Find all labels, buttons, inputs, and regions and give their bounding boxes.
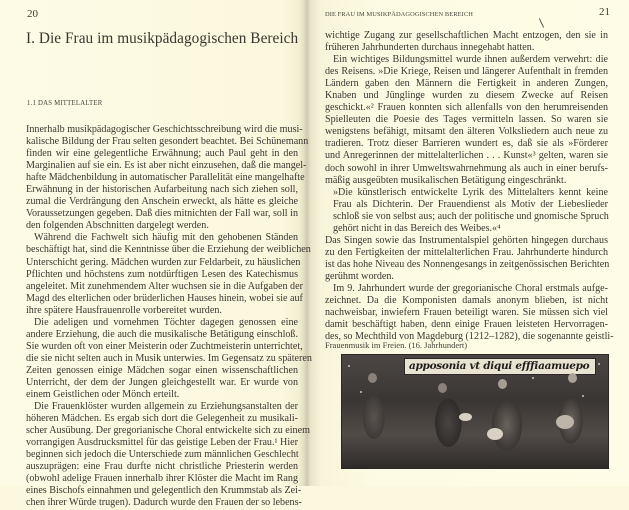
text-line: scher Ausübung. Der gregorianische Choral entwickelte sich zu einem xyxy=(26,425,310,437)
text-line: schloß sie von selbst aus; auch der politische und gnomische Spruch xyxy=(333,210,609,222)
text-line: des Reisens. »Die Kriege, Reisen und längerer Aufenthalt in fremden xyxy=(325,66,608,78)
left-page xyxy=(0,0,312,509)
text-line: zu den Fertigkeiten der mittelalterlichen Frau. Jahrhunderte hindurch xyxy=(325,246,608,258)
text-line: höheren Mädchen. Es ergab sich dort die Gelegenheit zu musikali- xyxy=(26,413,298,425)
text-line: die sie nicht selten auch in Musik unterwies. Im Gegensatz zu späteren xyxy=(26,352,312,364)
text-line: Spielleuten die Poesie des Tages vermitteln lassen. So waren sie xyxy=(325,114,608,126)
chapter-title: I. Die Frau im musikpädagogischen Bereich xyxy=(26,30,299,47)
text-line: Zeiten genossen einige Mädchen sogar einen wissenschaftlichen xyxy=(26,364,298,376)
text-line: des, so Mechthild von Magdeburg (1212–1282), die sogenannte geistli- xyxy=(325,331,614,343)
text-line: Ländern gaben den Männern die Fertigkeit in anderen Zungen, xyxy=(325,78,608,90)
text-line: chen ihrer Würde trugen). Dadurch wurde den Frauen der so lebens- xyxy=(26,497,302,509)
pencil-mark xyxy=(539,18,544,27)
text-line: Innerhalb musikpädagogischer Geschichtsschreibung wird die musi- xyxy=(26,124,303,135)
text-line: angeleitet. Mit zunehmendem Alter wuchsen sie in die Aufgaben der xyxy=(26,280,303,292)
text-line: Das Singen sowie das Instrumentalspiel gehörten hingegen durchaus xyxy=(325,234,608,246)
text-line: den folgenden Abschnitten dargelegt werden. xyxy=(26,220,209,232)
figure-caption: Frauenmusik im Freien. (16. Jahrhundert) xyxy=(325,340,468,350)
text-line: beschäftigt hat, sind die Kenntnisse über die Erziehung der weiblichen xyxy=(26,244,311,256)
text-line: nachweisbar, inwiefern Frauen beteiligt waren. Sie müssen sich viel xyxy=(325,307,608,319)
text-line: zeichnet. Da die Komponisten damals anonym blieben, ist nicht xyxy=(325,295,608,307)
left-body-text xyxy=(26,124,312,510)
text-line: Voraussetzungen gegeben. Daß dies mitnichten der Fall war, soll in xyxy=(26,208,298,220)
text-line: gerühmt worden. xyxy=(325,270,394,282)
text-line: »Die künstlerisch entwickelte Lyrik des Mittelalters kennt keine xyxy=(333,186,608,198)
text-line: und Anregerinnen der mittelalterlichen . . . Kunst«³ gelten, waren sie xyxy=(325,150,608,162)
text-line: auszuprägen: eine Frau durfte nicht christliche Priesterin werden xyxy=(26,461,298,473)
figure-head-4 xyxy=(568,373,577,383)
figure-head-2 xyxy=(438,383,447,393)
right-page xyxy=(316,0,616,486)
text-line: hafte Mädchenbildung in automatischer Parallelität eine mangelhafte xyxy=(26,172,305,184)
figure-head-3 xyxy=(498,379,507,389)
speck xyxy=(598,363,600,365)
text-line: damit beschäftigt haben, denn einige Frauen leisteten Hervorragen- xyxy=(325,319,608,331)
text-line: gehört nicht in das Bereich des Weibes.«⁴ xyxy=(333,222,501,234)
text-line: (obwohl adelige Frauen innerhalb ihrer Klöster die Macht im Rang xyxy=(26,473,298,485)
text-line: Ein wichtiges Bildungsmittel wurde ihnen außerdem verwehrt: die xyxy=(333,54,608,66)
text-line: tradieren. Trotz dieser Barrieren wundert es, daß sie als »Förderer xyxy=(325,138,608,150)
section-heading: 1.1 DAS MITTELALTER xyxy=(27,100,103,107)
text-line: beginnen sich jedoch die Unterschiede zum männlichen Geschlecht xyxy=(26,449,299,461)
page-number-right: 21 xyxy=(599,6,610,18)
speck xyxy=(348,365,350,367)
text-line: Pflichten und höchstens zum notdürftigen Lesen des Katechismus xyxy=(26,268,298,280)
text-line: geschickt.«² Frauen konnten sich allenfalls von den herumreisenden xyxy=(325,102,608,114)
text-line: Während die Fachwelt sich häufig mit den gehobenen Ständen xyxy=(34,232,298,244)
text-line: ihre spätere Hausfrauenrolle vorbereitet wurden. xyxy=(26,304,222,316)
manuscript-text-banner: apposonia vt diqui efffiaamuepo xyxy=(404,358,596,375)
text-line: mäßig ausgeübten musikalischen Betätigung eingeschränkt. xyxy=(325,174,567,186)
text-line: Magd des elterlichen oder brüderlichen Hauses hinein, wobei sie auf xyxy=(26,292,303,304)
text-line: finden wir eine gelegentliche Erwähnung; auch Paul geht in den xyxy=(26,148,298,160)
text-line: Unterricht, der dem der Jungen gleichgestellt war. Er wurde von xyxy=(26,376,298,388)
text-line: andere Erziehung, die auch die musikalische Betätigung einschloß. xyxy=(26,328,298,340)
text-line: wichtige Zugang zur gesellschaftlichen Macht entzogen, den sie in xyxy=(325,30,608,41)
speck xyxy=(360,391,362,393)
speck xyxy=(532,377,534,379)
text-line: Im 9. Jahrhundert wurde der gregorianische Choral erstmals aufge- xyxy=(333,282,608,294)
text-line: Unterschicht gering. Mädchen wurden zur Feldarbeit, zu häuslichen xyxy=(26,256,301,268)
right-body-text xyxy=(325,30,614,343)
lute-instrument xyxy=(459,413,472,421)
text-line: ist das hohe Niveau des Nonnengesangs in zeitgenössischen Berichten xyxy=(325,258,610,270)
text-line: Die adeligen und vornehmen Töchter dagegen genossen eine xyxy=(34,316,298,328)
page-number-left: 20 xyxy=(27,8,38,20)
running-head: DIE FRAU IM MUSIKPÄDAGOGISCHEN BEREICH xyxy=(325,11,473,18)
text-line: zumal die Verdrängung den Anschein erweckt, als hätte es gleiche xyxy=(26,196,298,208)
speck xyxy=(582,395,584,397)
text-line: wenigstens befähigt, mitsamt den älteren Volksliedern auch neue zu xyxy=(325,126,608,138)
book-in-lap xyxy=(487,428,503,440)
text-line: eines Bischofs einnahmen und gelegentlich den Krummstab als Zei- xyxy=(26,485,302,497)
text-line: doch sowohl in ihrer Umweltswahrnehmung als auch in einer berufs- xyxy=(325,162,608,174)
medieval-illustration xyxy=(341,354,609,469)
harp-instrument xyxy=(556,415,574,429)
text-line: früheren Jahrhunderten durchaus innegehabt hatten. xyxy=(325,42,535,54)
text-line: vorrangigen Ausdrucksmittel für das geistige Leben der Frau.¹ Hier xyxy=(26,437,298,449)
text-line: Erwähnung in der historischen Aufarbeitung nach sich ziehen soll, xyxy=(26,184,298,196)
text-line: Knaben und Jünglinge wurden zu diesem Zwecke auf Reisen xyxy=(325,90,608,102)
text-line: Frau als Dichterin. Der Frauendienst als Motiv der Liebeslieder xyxy=(333,198,608,210)
text-line: Sie wurden oft von einer Meisterin oder Zuchtmeisterin unterrichtet, xyxy=(26,340,303,352)
text-line: einem Geistlichen oder Mönch erteilt. xyxy=(26,389,180,401)
text-line: Die Frauenklöster wurden allgemein zu Erziehungsanstalten der xyxy=(34,401,298,413)
text-line: Marginalien auf sie ein. Es ist aber nicht einzusehen, daß die mangel- xyxy=(26,160,307,172)
text-line: kalische Bildung der Frau selten gesondert beachtet. Bei Schünemann xyxy=(26,136,309,148)
figure-head-1 xyxy=(368,373,377,383)
